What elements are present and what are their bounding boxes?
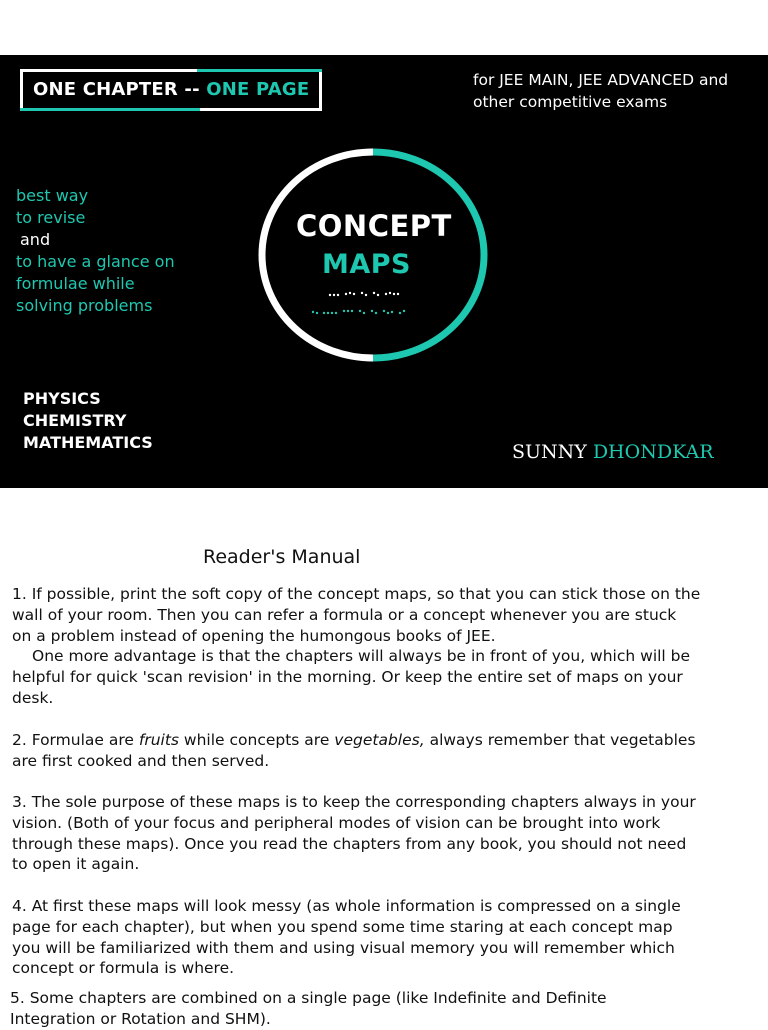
author-last: DHONDKAR bbox=[592, 441, 714, 463]
manual-paragraph-1 bbox=[12, 584, 732, 709]
manual-paragraph-3 bbox=[12, 792, 732, 875]
paragraph-line: concept or formula is where. bbox=[12, 959, 235, 978]
tagline-line: and bbox=[20, 230, 51, 249]
paragraph-line: 1. If possible, print the soft copy of the concept maps, so that you can stick those on the bbox=[12, 585, 701, 603]
paragraph-line: wall of your room. Then you can refer a formula or a concept whenever you are stuck bbox=[12, 605, 677, 624]
author-first: SUNNY bbox=[512, 441, 587, 463]
manual-paragraph-5 bbox=[10, 988, 730, 1030]
paragraph-line: 4. At first these maps will look messy (as whole information is compressed on a single bbox=[12, 897, 681, 915]
tagline-line: formulae while bbox=[16, 274, 135, 293]
manual-paragraph-2 bbox=[12, 730, 732, 772]
paragraph-line: One more advantage is that the chapters will always be in front of you, which will be bbox=[32, 647, 691, 666]
logo-word-concept: CONCEPT bbox=[296, 209, 452, 243]
tagline-line: best way bbox=[16, 186, 89, 205]
tag-box bbox=[20, 69, 322, 111]
tag-part2: ONE PAGE bbox=[199, 79, 310, 100]
manual-title: Reader's Manual bbox=[203, 546, 361, 568]
paragraph-line: through these maps). Once you read the chapters from any book, you should not need bbox=[12, 834, 687, 853]
emphasis-fruits: fruits bbox=[138, 731, 179, 749]
subject-item: CHEMISTRY bbox=[23, 411, 127, 430]
exams-text bbox=[473, 69, 728, 113]
logo-dots-accent bbox=[312, 310, 405, 314]
paragraph-line: you will be familiarized with them and using visual memory you will remember which bbox=[12, 938, 675, 957]
cover-banner bbox=[0, 55, 768, 488]
tagline-line: to have a glance on bbox=[16, 252, 175, 271]
exams-line2: other competitive exams bbox=[473, 93, 668, 111]
manual-paragraph-4 bbox=[12, 896, 732, 979]
logo-word-maps: MAPS bbox=[322, 249, 411, 280]
paragraph-line: 3. The sole purpose of these maps is to keep the corresponding chapters always in your bbox=[12, 793, 696, 811]
text-run: always remember that vegetables bbox=[424, 731, 696, 749]
text-run: 2. Formulae are bbox=[12, 731, 139, 749]
paragraph-line: on a problem instead of opening the humongous books of JEE. bbox=[12, 626, 496, 645]
tag-accent-bottom bbox=[20, 108, 200, 111]
paragraph-line: Integration or Rotation and SHM). bbox=[10, 1009, 271, 1028]
paragraph-line: are first cooked and then served. bbox=[12, 751, 270, 770]
paragraph-line: 5. Some chapters are combined on a single page (like Indefinite and Definite bbox=[10, 989, 607, 1007]
paragraph-line bbox=[12, 730, 732, 751]
tag-accent-top bbox=[197, 69, 322, 72]
author-name bbox=[512, 441, 714, 463]
tag-part1: ONE CHAPTER -- bbox=[33, 79, 200, 100]
exams-line1: for JEE MAIN, JEE ADVANCED and bbox=[473, 71, 729, 89]
text-run: while concepts are bbox=[178, 731, 335, 749]
tag-text bbox=[33, 79, 309, 100]
tagline-line: to revise bbox=[16, 208, 86, 227]
tagline-line: solving problems bbox=[16, 296, 153, 315]
paragraph-line: helpful for quick 'scan revision' in the morning. Or keep the entire set of maps on your bbox=[12, 668, 683, 687]
logo-dots bbox=[329, 292, 399, 296]
subjects-list bbox=[23, 388, 153, 454]
paragraph-line: page for each chapter), but when you spend some time staring at each concept map bbox=[12, 917, 673, 936]
paragraph-line: vision. (Both of your focus and peripheral modes of vision can be brought into work bbox=[12, 813, 661, 832]
subject-item: PHYSICS bbox=[23, 389, 101, 408]
subject-item: MATHEMATICS bbox=[23, 433, 153, 452]
paragraph-line: desk. bbox=[12, 688, 54, 707]
tagline bbox=[16, 185, 175, 317]
emphasis-vegetables: vegetables, bbox=[334, 731, 425, 749]
paragraph-line: to open it again. bbox=[12, 855, 140, 874]
